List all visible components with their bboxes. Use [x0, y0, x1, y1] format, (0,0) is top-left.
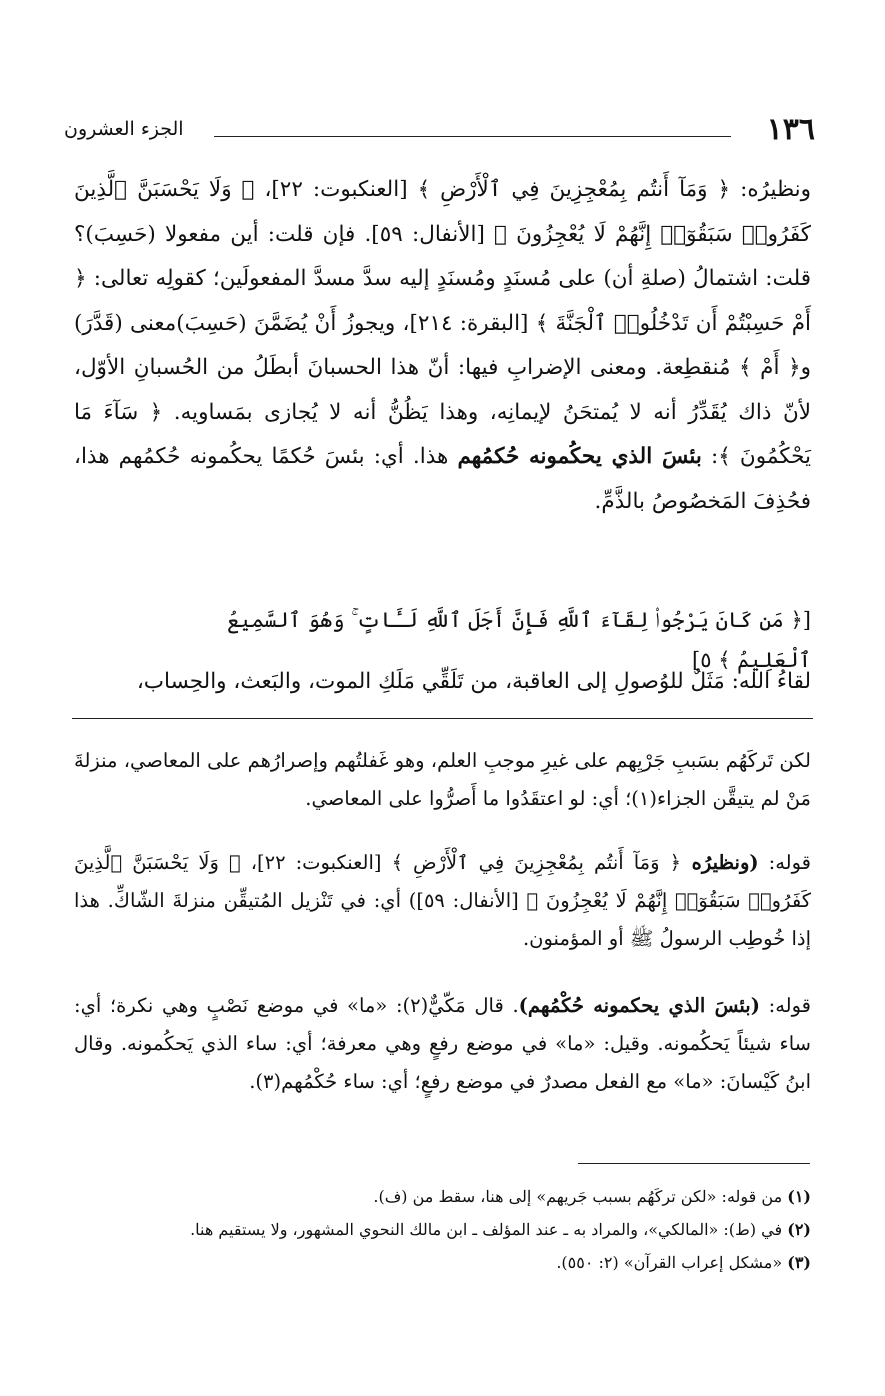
quran-quote: ﴿ وَلَا يَحْسَبَنَّ ٱلَّذِينَ كَفَرُوا۟ سَبَقُوٓا۟ إِنَّهُمْ لَا يُعْجِزُونَ ﴾	[74, 177, 811, 247]
footnotes	[74, 1180, 811, 1279]
text-run: قوله:	[759, 994, 811, 1017]
text-run: هذا. أي: بئسَ حُكمًا يحكُمونه حُكمُهم هذا، فحُذِفَ المَخصُوصُ بالذَّمِّ.	[74, 444, 811, 514]
footnote-rule	[578, 1163, 810, 1164]
text-run: . قال مَكّيٌّ(٢): «ما» في موضع نَصْبٍ وهي نكرة؛ أي: ساء شيئاً يَحكُمونه. وقيل: «ما» في موضع رفعٍ وهي معرفة؛ أي: ساء الذي يَحكُمونه. وقال ابنُ كَيْسانَ: «ما» مع الفعل مصدرٌ في موضع رفعٍ؛ أي: ساء حُكْمُهم(٣).	[74, 994, 811, 1093]
bold-phrase: (بئسَ الذي يحكمونه حُكْمُهم)	[518, 994, 760, 1017]
text-run: [العنكبوت: ٢٢]،	[240, 851, 392, 874]
header-rule	[214, 136, 731, 137]
commentary-paragraph-1: لكن تَركَهُم بسَببِ جَرْيِهم على غيرِ موجبِ العلم، وهو غَفلتُهم وإصرارُهم على المعاصي، منزلةَ مَنْ لم يتيقَّن الجزاء(١)؛ أي: لو اعتقَدُوا ما أَصرُّوا على المعاصي.	[74, 749, 811, 810]
quran-quote: ﴿ أَمْ ﴾	[739, 355, 801, 380]
footnote-number: (١)	[787, 1187, 811, 1206]
footnote-text: «مشكل إعراب القرآن» (٢: ٥٥٠).	[556, 1253, 783, 1272]
quran-quote: ﴿ وَلَا يَحْسَبَنَّ ٱلَّذِينَ كَفَرُوا۟ سَبَقُوٓا۟ إِنَّهُمْ لَا يُعْجِزُونَ ﴾	[74, 851, 811, 912]
footnote-number: (٣)	[787, 1253, 811, 1272]
footnote-number: (٢)	[787, 1220, 811, 1239]
text-run: قوله:	[758, 851, 811, 874]
verse-commentary: لقاءُ الله: مَثَلٌ للوُصولِ إلى العاقبة، من تَلَقِّي مَلَكِ الموت، والبَعث، والحِساب،	[136, 669, 811, 694]
text-run: [الأنفال: ٥٩]. فإن قلت: أين مفعولا (حَسِبَ)؟ قلت: اشتمالُ (صلةِ أن) على مُسنَدٍ ومُسنَدٍ إليه سدَّ مسدَّ المفعولَين؛ كقولِه تعالى:	[74, 221, 811, 291]
commentary-paragraph-2	[74, 844, 811, 958]
footnote	[74, 1213, 811, 1246]
page-number: ١٣٦	[766, 112, 815, 147]
text-run: [البقرة: ٢١٤]، ويجوزُ أَنْ يُضَمَّنَ (حَسِبَ)معنى (قَدَّرَ) و	[74, 310, 811, 380]
text-run: مُنقطِعة. ومعنى الإضرابِ فيها: أنّ هذا الحسبانَ أبطَلُ من الحُسبانِ الأوّل، لأنّ ذاك يُقَدِّرُ أنه لا يُمتحَنُ لإيمانِه، وهذا يَظُنُّ أنه لا يُجازى بمَساويه.	[74, 355, 811, 425]
footnote	[74, 1180, 811, 1213]
text-run: ونظيرُه:	[730, 177, 811, 202]
commentary-paragraph-3	[74, 987, 811, 1101]
quran-quote: ﴿ أَمْ حَسِبْتُمْ أَن تَدْخُلُوا۟ ٱلْجَنَّةَ ﴾	[74, 266, 811, 336]
bold-phrase: (ونظيرُه	[681, 851, 759, 874]
quran-quote: ﴿ وَمَآ أَنتُم بِمُعْجِزِينَ فِي ٱلْأَرْضِ ﴾	[391, 851, 682, 874]
page-header	[64, 112, 815, 148]
text-run: [الأنفال: ٥٩]) أي: في تَنْزيل المُتيقِّن منزلةَ الشّاكِّ. هذا إذا خُوطِب الرسولُ ﷺ أو المؤمنون.	[74, 889, 811, 950]
quran-quote: ﴿ وَمَآ أَنتُم بِمُعْجِزِينَ فِي ٱلْأَرْضِ ﴾	[417, 177, 731, 202]
running-title: الجزء العشرون	[64, 118, 184, 140]
quran-verse-heading: [﴿ مَن كَانَ يَرْجُوا۟ لِقَآءَ ٱللَّهِ فَإِنَّ أَجَلَ ٱللَّهِ لَـَٔاتٍ ۚ وَهُوَ ٱلسَّمِيعُ ٱلْعَلِيمُ ﴾ ٥]	[227, 608, 811, 672]
footnote-text: من قوله: «لكن تركَهُم بسبب جَريهم» إلى هنا، سقط من (ف).	[373, 1187, 783, 1206]
main-paragraph	[74, 168, 811, 524]
footnote-text: في (ط): «المالكي»، والمراد به ـ عند المؤلف ـ ابن مالك النحوي المشهور، ولا يستقيم هنا.	[190, 1220, 783, 1239]
quran-quote: ﴿ سَآءَ مَا يَحْكُمُونَ ﴾	[74, 399, 811, 469]
text-run: [العنكبوت: ٢٢]،	[254, 177, 418, 202]
bold-phrase: بئسَ الذي يحكُمونه حُكمُهم	[457, 444, 702, 469]
footnote	[74, 1246, 811, 1279]
section-separator	[72, 718, 813, 719]
text-run: :	[701, 444, 719, 469]
